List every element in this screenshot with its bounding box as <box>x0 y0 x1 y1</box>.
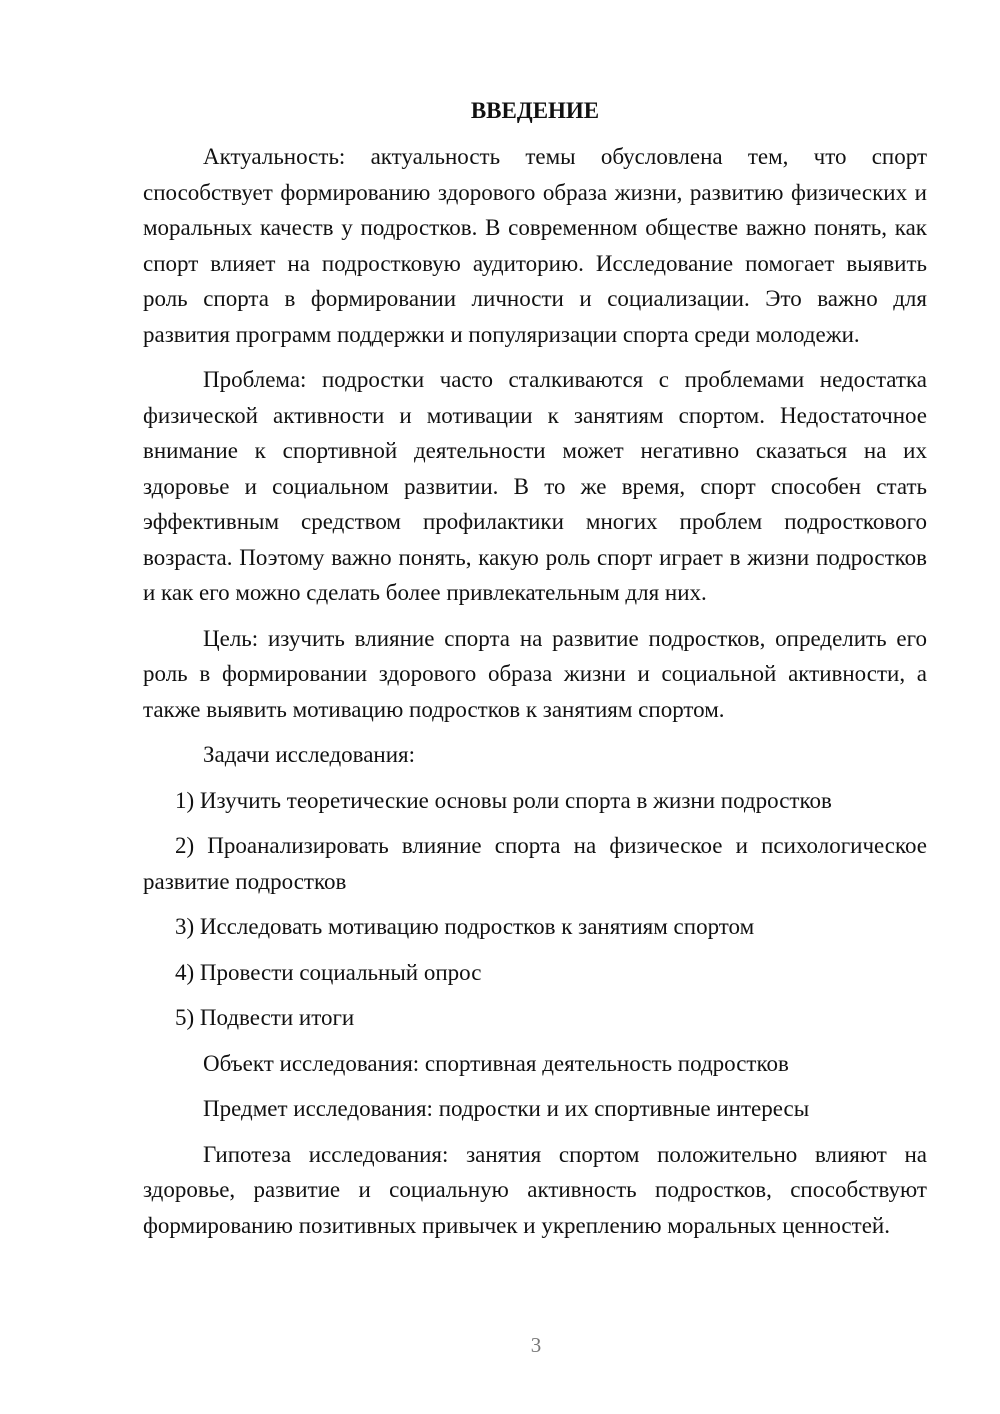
task-item-3: 3) Исследовать мотивацию подростков к занятиям спортом <box>175 914 755 939</box>
paragraph-goal: Цель: изучить влияние спорта на развитие подростков, определить его роль в формировании здорового образа жизни и социальной активности, а также выявить мотивацию подростков к занятиям спортом. <box>143 625 927 722</box>
section-heading: ВВЕДЕНИЕ <box>470 98 600 123</box>
task-item-5: 5) Подвести итоги <box>175 1005 355 1030</box>
task-item-1: 1) Изучить теоретические основы роли спорта в жизни подростков <box>175 787 832 813</box>
paragraph-subject: Предмет исследования: подростки и их спортивные интересы <box>203 1096 810 1121</box>
paragraph-problem: Проблема: подростки часто сталкиваются с проблемами недостатка физической активности и мотивации к занятиям спортом. Недостаточное внимание к спортивной деятельности может негативно сказаться на их здоровье и социальном развитии. В то же время, спорт способен стать эффективным средством профилактики многих проблем подросткового возраста. Поэтому важно понять, какую роль спорт играет в жизни подростков и как его можно сделать более привлекательным для них. <box>143 367 927 605</box>
paragraph-hypothesis: Гипотеза исследования: занятия спортом положительно влияют на здоровье, развитие и социальную активность подростков, способствуют формированию позитивных привычек и укреплению моральных ценностей. <box>143 1141 927 1238</box>
task-item-4: 4) Провести социальный опрос <box>175 959 482 985</box>
paragraph-tasks-title: Задачи исследования: <box>203 742 416 767</box>
task-item-2: 2) Проанализировать влияние спорта на физическое и психологическое развитие подростков <box>143 833 927 894</box>
paragraph-object: Объект исследования: спортивная деятельность подростков <box>203 1050 789 1076</box>
paragraph-relevance: Актуальность: актуальность темы обусловлена тем, что спорт способствует формированию здорового образа жизни, развитию физических и моральных качеств у подростков. В современном обществе важно понять, как спорт влияет на подростковую аудиторию. Исследование помогает выявить роль спорта в формировании личности и социализации. Это важно для развития программ поддержки и популяризации спорта среди молодежи. <box>143 144 927 347</box>
page-content <box>143 95 927 1243</box>
page-number: 3 <box>530 1333 542 1357</box>
